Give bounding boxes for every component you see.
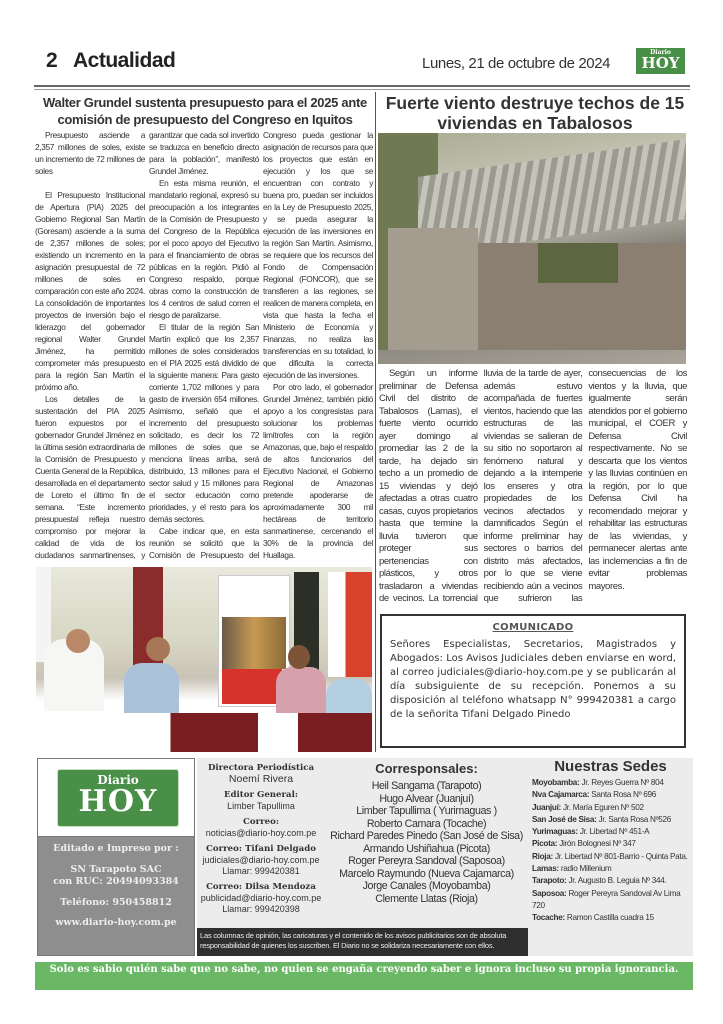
disclaimer: Las columnas de opinión, las caricaturas y el contenido de los avisos publicitarios son de absoluta responsabilidad de quienes los suscriben. El Diario no se solidariza necesariamente con ellos.: [197, 928, 528, 956]
sede-row: [532, 912, 689, 924]
sedes-box: [528, 758, 693, 956]
page-number: 2: [46, 49, 58, 72]
article-2-title: Fuerte viento destruye techos de 15 viviendas en Tabalosos: [385, 93, 685, 133]
article-1-paragraph: En esta misma reunión, el mandatario regional, expresó su preocupación a los integrantes de la Comisión de Presupuesto del Congreso de la República por el poco apoyo del Ejecutivo para el financiamiento de obras públicas en la región. Pidió al Congreso respaldo, porque obras como la construcción de los 4 centros de salud corren el riesgo de paralizarse.: [149, 178, 259, 320]
diario-hoy-logo: [57, 769, 179, 827]
sede-city: Rioja:: [532, 851, 553, 861]
logo-main-text: HOY: [78, 784, 158, 819]
sede-city: San José de Sisa:: [532, 814, 597, 824]
article-1-paragraph: El titular de la región San Martín explicó que los 2,357 millones de soles considerados en el PIA 2025 está dividido de la siguiente manera: Para gasto corriente 1,702 millones y para gasto de inversión 654 millones. Asimismo, señaló que el incremento del presupuesto solicitado, es decir los 72 millones de soles que se menciona líneas arriba, será distribuido, 13 millones para el sector salud y 15 millones para el sector educación como prioridades, y el resto para los demás sectores.: [149, 322, 259, 524]
correspondent: Richard Paredes Pinedo (San José de Sisa): [330, 830, 523, 842]
issue-date: Lunes, 21 de octubre de 2024: [422, 55, 611, 72]
correspondent: Armando Ushiñahua (Picota): [363, 842, 490, 855]
section-title: Actualidad: [73, 49, 176, 72]
staff-list: [197, 763, 325, 920]
staff-phone: Llamar: 999420381: [222, 866, 300, 876]
footer-quote: Solo es sabio quién sabe que no sabe, no quien se engaña creyendo saber e ignora incluso su propia ignorancia.: [35, 962, 693, 990]
sede-address: Santa Rosa Nº 696: [591, 790, 657, 800]
sede-row: [532, 851, 689, 863]
sede-city: Tarapoto:: [532, 876, 567, 886]
article-2-photo-damaged-roof: [378, 133, 686, 364]
sede-row: [532, 789, 689, 801]
staff-role: Correo: Tifani Delgado: [206, 844, 316, 854]
article-1-paragraph: Por otro lado, el gobernador Grundel Jiménez, también pidió apoyo a los congresistas para solucionar los problemas limítrofes con la región Amazonas, que, bajo el respaldo de altos funcionarios del Ejecutivo Nacional, el Gobierno Regional de Amazonas pretende apoderarse de aproximadamente 300 mil hectáreas de territorio sanmartinense, cercenando el 30% de la provincia del Huallaga.: [263, 382, 373, 560]
staff-role: Directora Periodística: [207, 763, 315, 773]
sede-address: Jirón Bolognesi Nº 347: [559, 839, 636, 849]
comunicado-body: Señores Especialistas, Secretarios, Magistrados y Abogados: Los Avisos Judiciales deben enviarse en word, al correo judiciales@diario-hoy.com.pe y se publicarán al día subsiguiente de su recepción. Ponemos a su disposición al teléfono whatsapp N° 999420381 a cargo de la señorita Tifani Delgado Pinedo: [390, 639, 676, 720]
sede-address: Ramon Castilla cuadra 15: [566, 913, 654, 923]
publisher-phone: Teléfono: 950458812: [60, 896, 172, 908]
article-1-paragraph: Cabe indicar que, en esta reunión se solicitó que la Comisión de Presupuesto del Congreso pueda gestionar la asignación de recursos para que los proyectos que están en ejecución y los que se encuentran con contrato y buena pro, puedan ser incluidos en la Ley de Presupuesto 2025, y se pueda asegurar la ejecución de las inversiones en la región San Martín. Asimismo, se requiere que los recursos del Fondo de Compensación Regional (FONCOR), que se transfieren a las regiones, se realicen de manera completa, en vista que hasta la fecha el Ministerio de Economía y Finanzas, no realiza las transferencias en su totalidad, lo que dificulta la correcta ejecución de las inversiones.: [149, 130, 373, 560]
correspondents-list: [325, 762, 528, 905]
sede-address: Jr. Libertad Nº 801-Barrio - Quinta Pata.: [554, 851, 688, 861]
staff-role: Correo: Dilsa Mendoza: [206, 882, 316, 892]
correspondent: Marcelo Raymundo (Nueva Cajamarca): [339, 867, 514, 880]
column-divider: [375, 92, 376, 752]
sede-row: [532, 863, 689, 875]
staff-role: Editor General:: [223, 790, 299, 800]
sede-row: [532, 826, 689, 838]
sede-city: Juanjuí:: [532, 802, 561, 812]
publisher-box: [37, 758, 195, 956]
sede-city: Yurimaguas:: [532, 827, 578, 837]
sede-city: Nva Cajamarca:: [532, 790, 590, 800]
sede-row: [532, 875, 689, 887]
correspondents-title: Corresponsales:: [375, 761, 478, 776]
staff-box: [197, 758, 528, 956]
logo-top-text: Diario: [650, 49, 671, 56]
sede-city: Picota:: [532, 839, 558, 849]
article-1-body: [35, 129, 373, 561]
correspondent: Clemente Llatas (Rioja): [375, 892, 478, 905]
staff-name: Limber Tapullima: [227, 801, 295, 811]
publisher-website[interactable]: www.diario-hoy.com.pe: [55, 917, 177, 928]
diario-hoy-logo-small: [636, 48, 685, 74]
sede-city: Tocache:: [532, 913, 565, 923]
sedes-title: Nuestras Sedes: [554, 758, 667, 775]
staff-email[interactable]: publicidad@diario-hoy.com.pe: [200, 893, 322, 903]
correspondent: Roberto Camara (Tocache): [366, 817, 487, 830]
article-1-lead: Presupuesto asciende a 2,357 millones de soles, existe un incremento de 72 millones de soles: [35, 130, 145, 176]
publisher-company: SN Tarapoto SAC: [70, 863, 162, 875]
article-2-paragraph: Según un informe preliminar de Defensa Civil del distrito de Tabalosos (Lamas), el fuerte viento ocurrido ayer domingo al promediar las 2 de la tarde, ha dejado sin techo a un promedio de 15 viviendas y dejó afectadas a otras cuatro casas, cuyos propietarios hasta que termine la lluvia tuvieron que proteger sus pertenencias con plásticos, y otros trasladaron a viviendas de vecinos. La torrencial lluvia de la tarde de ayer, además estuvo acompañada de fuertes vientos, haciendo que las estructuras de las viviendas se salieran de su sitio no soportaron al fenómeno natural y dejando a la intemperie los enseres y otra propiedades de los vecinos afectados y damnificados Según el informe preliminar hay sectores o barrios del distrito más afectados, por lo que se viene recibiendo aún a vecinos que sufrieron las consecuencias de los vientos y la lluvia, que igualmente serán atendidos por el gobierno municipal, el COER y Defensa Civil respectivamente. No se descarta que los vientos y las lluvias continúen en la región, por lo que Defensa Civil ha recomendado mejorar y rehabilitar las estructuras de las viviendas, y permanecer alertas ante las inclemencias a fin de evitar problemas mayores.: [379, 368, 687, 604]
header-rule: [34, 85, 690, 87]
logo-top-text: Diario: [97, 773, 139, 787]
publisher-ruc: con RUC: 20494093384: [53, 876, 179, 887]
staff-email[interactable]: judiciales@diario-hoy.com.pe: [202, 855, 320, 865]
correspondent: Limber Tapullima ( Yurimaguas ): [356, 805, 497, 817]
sede-row: [532, 838, 689, 850]
sede-address: Jr. Libertad Nº 451-A: [579, 827, 650, 837]
article-1-paragraph: Los detalles de la sustentación del PIA 2025 fueron expuestos por el gobernador Grundel Jiménez en la última sesión extraordinaria de la Comisión de Presupuesto y Cuenta General de la República, desarrollada en el departamento de Loreto el último fin de semana. “Este incremento presupuestal refleja nuestro compromiso por mejorar la calidad de vida de los ciudadanos sanmartinenses, y garantizar que cada sol invertido se traduzca en beneficio directo para la población”, manifestó Grundel Jiménez.: [35, 130, 259, 560]
staff-role: Correo:: [243, 817, 279, 827]
sede-address: Jr. Reyes Guerra Nº 804: [581, 778, 664, 787]
correspondent: Jorge Canales (Moyobamba): [362, 880, 491, 892]
sede-city: Saposoa:: [532, 888, 567, 898]
staff-email[interactable]: noticias@diario-hoy.com.pe: [205, 828, 317, 838]
sede-address: radio Millenium: [560, 864, 612, 874]
sede-address: Jr. Santa Rosa Nº526: [598, 814, 672, 824]
header-rule-thin: [34, 89, 690, 90]
sede-address: Jr. Augusto B. Leguia Nº 344.: [568, 876, 667, 886]
logo-main-text: HOY: [641, 54, 680, 72]
correspondent: Roger Pereyra Sandoval (Saposoa): [348, 855, 505, 867]
sede-row: [532, 802, 689, 814]
sede-city: Lamas:: [532, 864, 559, 874]
article-1-title: Walter Grundel sustenta presupuesto para el 2025 ante comisión de presupuesto del Congreso en Iquitos: [43, 95, 367, 127]
sede-city: Moyobamba:: [532, 778, 580, 787]
article-1-photo-meeting: [36, 567, 372, 752]
edited-label: Editado e Impreso por :: [53, 843, 179, 854]
sede-address: Jr. María Eguren Nº 502: [562, 802, 644, 812]
correspondent: Hugo Alvear (Juanjuí): [379, 792, 474, 805]
article-2-body: [379, 368, 687, 606]
sede-address: Roger Pereyra Sandoval Av Lima 720: [532, 888, 681, 910]
sede-row: [532, 814, 689, 826]
article-1-paragraph: El Presupuesto Institucional de Apertura (PIA) 2025 del Gobierno Regional San Martín (Goresam) asciende a la suma de 2,357 millones de soles; existiendo un incremento en la asignación presupuestal de 72 millones de soles en comparación con este año 2024. La consolidación de importantes proyectos de inversión bajo el liderazgo del gobernador regional Walter Grundel Jiménez, ha permitido comprometer más presupuesto para la región San Martín el próximo año.: [35, 190, 145, 392]
sede-row: [532, 888, 689, 913]
sede-row: [532, 777, 689, 789]
comunicado-box: [380, 614, 686, 748]
staff-name: Noemí Rivera: [228, 773, 294, 785]
staff-phone: Llamar: 999420398: [222, 904, 300, 914]
correspondent: Heil Sangama (Tarapoto): [371, 780, 482, 792]
comunicado-title: COMUNICADO: [492, 622, 574, 633]
